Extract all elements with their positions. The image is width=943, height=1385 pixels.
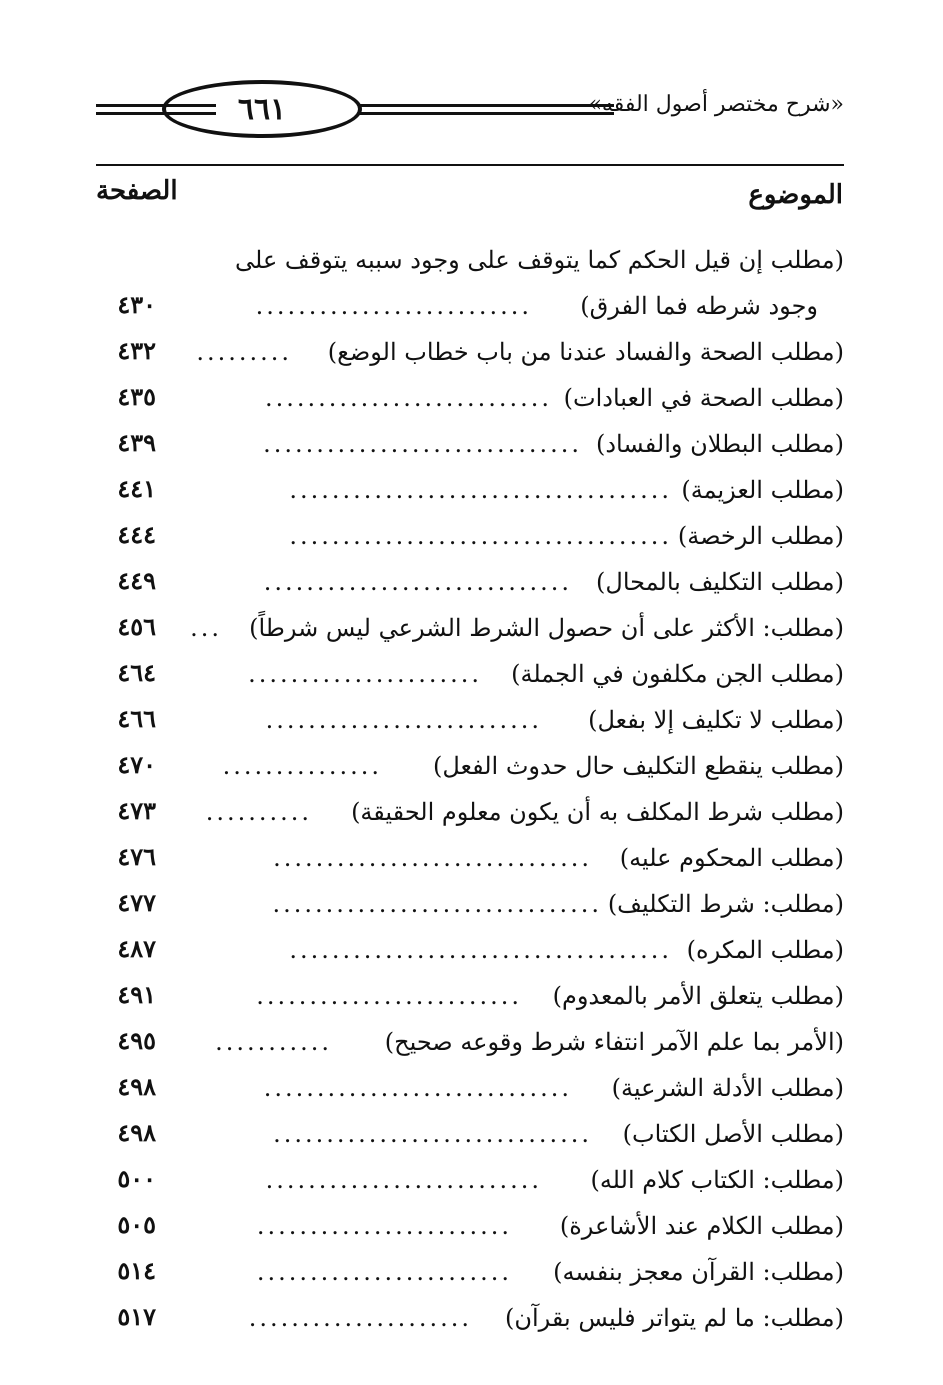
toc-entry-page: ٤٨٧ [117, 934, 156, 963]
toc-entry-title: (مطلب المكره) [686, 936, 844, 964]
leader-dots: ........................ [256, 1212, 512, 1240]
top-divider [96, 164, 844, 166]
leader-dots: .................................... [289, 522, 672, 550]
header-middle-rule [358, 104, 614, 116]
toc-entry-page: ٤٤٩ [117, 566, 156, 595]
toc-entry [96, 1022, 844, 1068]
leader-dots: ... [190, 614, 222, 642]
toc-entry-title: (مطلب: ما لم يتواتر فليس بقرآن) [505, 1304, 844, 1332]
page-number: ٦٦١ [162, 80, 362, 138]
running-header [96, 70, 844, 156]
toc-entry-title: (مطلب الصحة في العبادات) [563, 384, 844, 412]
toc-entry [96, 930, 844, 976]
toc-entry-page: ٤٧٣ [117, 796, 156, 825]
toc-entry-page: ٤٩٨ [117, 1118, 156, 1147]
toc-entry-page: ٥١٤ [117, 1256, 156, 1285]
toc-entry [96, 1252, 844, 1298]
toc-entry [96, 746, 844, 792]
toc-entry-page: ٤٩٨ [117, 1072, 156, 1101]
toc-entry [96, 976, 844, 1022]
toc-entry-page: ٤٣٢ [117, 336, 156, 365]
toc-entry-title: (مطلب الرخصة) [677, 522, 844, 550]
toc-entry-title: (مطلب لا تكليف إلا بفعل) [588, 706, 844, 734]
leader-dots: .......................... [265, 1166, 542, 1194]
toc-entry-page: ٥٠٠ [117, 1164, 156, 1193]
leader-dots: ............................... [272, 890, 602, 918]
toc-entry-page: ٥٠٥ [117, 1210, 156, 1239]
toc-entry-title: (مطلب التكليف بالمحال) [596, 568, 844, 596]
toc-entry-page: ٤٦٦ [117, 704, 156, 733]
toc-entry-title: (مطلب البطلان والفساد) [595, 430, 844, 458]
toc-entry [96, 240, 844, 286]
toc-entry [96, 470, 844, 516]
toc-entry [96, 700, 844, 746]
toc-entry-title: (مطلب الجن مكلفون في الجملة) [511, 660, 844, 688]
toc-entry [96, 378, 844, 424]
leader-dots: ........... [215, 1028, 332, 1056]
toc-entry-title: (مطلب يتعلق الأمر بالمعدوم) [552, 982, 844, 1010]
toc-entry [96, 424, 844, 470]
toc-entry [96, 1114, 844, 1160]
toc-entry-page: ٤٧٠ [117, 750, 156, 779]
column-heading-page: الصفحة [96, 176, 178, 206]
toc-entry [96, 1206, 844, 1252]
toc-entry-page: ٤٥٦ [117, 612, 156, 641]
leader-dots: ........................... [265, 384, 552, 412]
toc-entry-page: ٤٤٤ [117, 520, 156, 549]
toc-entry-title: (مطلب المحكوم عليه) [619, 844, 844, 872]
toc-entry-page: ٤٣٥ [117, 382, 156, 411]
toc-entry-title: وجود شرطه فما الفرق) [580, 292, 818, 320]
toc-entry-continuation [96, 286, 844, 332]
leader-dots: ............... [222, 752, 382, 780]
leader-dots: .......................... [255, 292, 532, 320]
toc-entry-page: ٤٤١ [117, 474, 156, 503]
toc-entry [96, 562, 844, 608]
toc-entry-title: (مطلب الأصل الكتاب) [622, 1120, 844, 1148]
leader-dots: ............................. [263, 568, 572, 596]
leader-dots: ......... [196, 338, 292, 366]
toc-entry [96, 1160, 844, 1206]
toc-entry [96, 332, 844, 378]
toc-entry [96, 884, 844, 930]
toc-entry-title: (مطلب: الكتاب كلام الله) [590, 1166, 844, 1194]
toc-entry [96, 1068, 844, 1114]
leader-dots: ......................... [256, 982, 522, 1010]
toc-entry-page: ٤٧٧ [117, 888, 156, 917]
toc-entry-page: ٤٩١ [117, 980, 156, 1009]
toc-entry-page: ٤٦٤ [117, 658, 156, 687]
toc-entry-page: ٤٣٠ [117, 290, 156, 319]
toc-entry-title: (مطلب إن قيل الحكم كما يتوقف على وجود سببه يتوقف على [235, 246, 844, 274]
toc-entry-title: (مطلب الأدلة الشرعية) [611, 1074, 844, 1102]
table-of-contents [96, 240, 844, 1344]
leader-dots: .................................... [289, 936, 672, 964]
toc-entry-title: (مطلب العزيمة) [681, 476, 844, 504]
toc-entry-title: (مطلب: الأكثر على أن حصول الشرط الشرعي ليس شرطاً) [249, 614, 844, 642]
leader-dots: .............................. [273, 844, 592, 872]
toc-entry-page: ٤٩٥ [117, 1026, 156, 1055]
toc-entry-title: (مطلب: القرآن معجز بنفسه) [553, 1258, 844, 1286]
toc-entry [96, 608, 844, 654]
leader-dots: .................................... [289, 476, 672, 504]
leader-dots: ..................... [248, 1304, 472, 1332]
leader-dots: ...................... [248, 660, 482, 688]
toc-entry [96, 838, 844, 884]
toc-entry-title: (الأمر بما علم الآمر انتفاء شرط وقوعه صحيح) [384, 1028, 844, 1056]
toc-entry-title: (مطلب الصحة والفساد عندنا من باب خطاب الوضع) [327, 338, 844, 366]
book-title: «شرح مختصر أصول الفقه» [588, 92, 844, 117]
toc-entry-title: (مطلب شرط المكلف به أن يكون معلوم الحقيقة) [351, 798, 844, 826]
toc-entry-title: (مطلب: شرط التكليف) [607, 890, 844, 918]
toc-entry-title: (مطلب الكلام عند الأشاعرة) [559, 1212, 844, 1240]
toc-entry [96, 792, 844, 838]
toc-entry-page: ٤٣٩ [117, 428, 156, 457]
toc-entry-page: ٥١٧ [117, 1302, 156, 1331]
toc-entry-page: ٤٧٦ [117, 842, 156, 871]
toc-entry [96, 516, 844, 562]
toc-entry [96, 654, 844, 700]
leader-dots: .......... [205, 798, 312, 826]
leader-dots: ............................. [263, 1074, 572, 1102]
leader-dots: .............................. [273, 1120, 592, 1148]
column-heading-subject: الموضوع [748, 180, 843, 210]
leader-dots: ........................ [256, 1258, 512, 1286]
toc-entry-title: (مطلب ينقطع التكليف حال حدوث الفعل) [432, 752, 844, 780]
leader-dots: .............................. [263, 430, 582, 458]
leader-dots: .......................... [265, 706, 542, 734]
toc-entry [96, 1298, 844, 1344]
